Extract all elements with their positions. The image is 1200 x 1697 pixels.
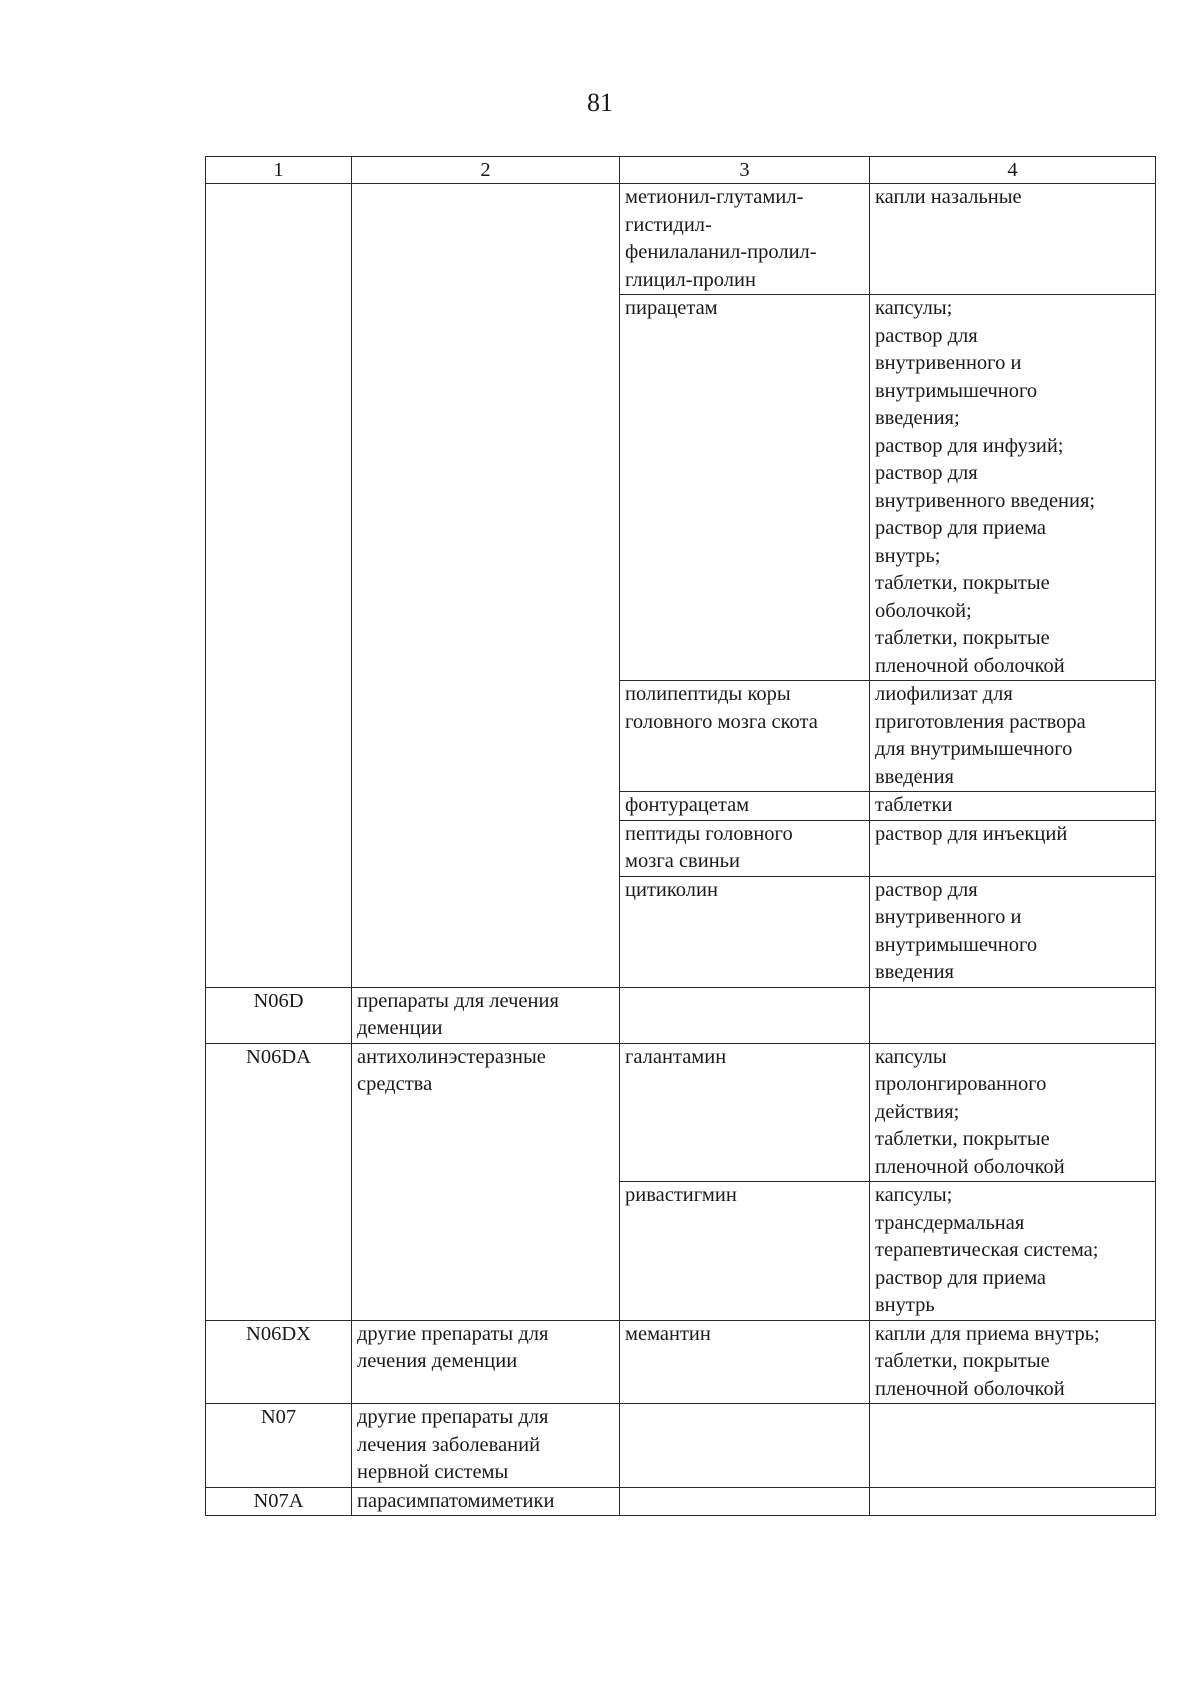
drug-table xyxy=(205,156,1156,1516)
dosage-form-line: лиофилизат для xyxy=(875,683,1013,705)
dosage-form-cell xyxy=(870,1182,1156,1321)
drug-name-line: пептиды головного xyxy=(625,822,793,845)
dosage-form-line: внутрь xyxy=(875,1294,935,1316)
drug-name-line: фенилаланил-пролил- xyxy=(625,241,817,263)
header-col-2: 2 xyxy=(352,157,620,184)
dosage-form-cell xyxy=(870,1320,1156,1404)
drug-name-cell xyxy=(620,184,870,295)
dosage-form-line: трансдермальная xyxy=(875,1211,1025,1234)
dosage-form-line: капли назальные xyxy=(875,186,1022,208)
dosage-form-line: раствор для приема xyxy=(875,1266,1047,1289)
drug-name-cell xyxy=(620,820,870,876)
atc-code-cell: N06DX xyxy=(206,1320,352,1404)
dosage-form-line: раствор для xyxy=(875,324,978,347)
atc-code-cell: N06D xyxy=(206,987,352,1043)
dosage-form-line: для внутримышечного xyxy=(875,738,1073,760)
dosage-form-cell xyxy=(870,792,1156,821)
drug-name-cell xyxy=(620,792,870,821)
group-name-cell xyxy=(352,1404,620,1488)
dosage-form-line: пленочной оболочкой xyxy=(875,1377,1065,1400)
dosage-form-line: таблетки, покрытые xyxy=(875,572,1050,594)
dosage-form-line: пленочной оболочкой xyxy=(875,1155,1065,1178)
drug-name-line: галантамин xyxy=(625,1045,727,1068)
dosage-form-cell xyxy=(870,295,1156,681)
dosage-form-line: раствор для инфузий; xyxy=(875,434,1064,457)
page-number: 81 xyxy=(587,88,613,117)
group-name-cell xyxy=(352,184,620,988)
drug-name-line: пирацетам xyxy=(625,297,718,319)
table-row xyxy=(206,1487,1156,1516)
group-name-line: лечения заболеваний xyxy=(357,1433,541,1456)
group-name-line: лечения деменции xyxy=(357,1350,518,1372)
drug-name-line: гистидил- xyxy=(625,213,712,236)
header-col-1: 1 xyxy=(206,157,352,184)
dosage-form-line: пролонгированного xyxy=(875,1073,1047,1095)
dosage-form-line: введения xyxy=(875,765,954,788)
table-row xyxy=(206,1320,1156,1404)
group-name-line: средства xyxy=(357,1073,433,1095)
group-name-cell xyxy=(352,1487,620,1516)
dosage-form-line: внутримышечного xyxy=(875,379,1038,402)
group-name-cell xyxy=(352,987,620,1043)
drug-name-line: глицил-пролин xyxy=(625,268,756,291)
drug-name-cell xyxy=(620,876,870,987)
dosage-form-line: внутривенного введения; xyxy=(875,489,1096,512)
dosage-form-line: капсулы; xyxy=(875,297,953,319)
dosage-form-cell xyxy=(870,876,1156,987)
drug-name-line: мозга свиньи xyxy=(625,850,740,872)
group-name-line: деменции xyxy=(357,1017,443,1039)
drug-name-cell xyxy=(620,295,870,681)
drug-name-line: ривастигмин xyxy=(625,1184,737,1206)
drug-name-cell xyxy=(620,1043,870,1182)
dosage-form-line: раствор для приема xyxy=(875,517,1047,539)
group-name-line: другие препараты для xyxy=(357,1406,549,1428)
dosage-form-line: приготовления раствора xyxy=(875,710,1086,733)
dosage-form-line: пленочной оболочкой xyxy=(875,654,1065,677)
dosage-form-cell xyxy=(870,681,1156,792)
group-name-line: парасимпатомиметики xyxy=(357,1489,555,1512)
dosage-form-cell xyxy=(870,1404,1156,1488)
dosage-form-line: раствор для инъекций xyxy=(875,822,1068,845)
drug-name-line: полипептиды коры xyxy=(625,683,791,705)
group-name-cell xyxy=(352,1320,620,1404)
drug-name-cell xyxy=(620,1320,870,1404)
dosage-form-cell xyxy=(870,184,1156,295)
dosage-form-line: таблетки, покрытые xyxy=(875,1128,1050,1150)
drug-name-line: метионил-глутамил- xyxy=(625,186,804,208)
dosage-form-line: капсулы xyxy=(875,1045,947,1068)
dosage-form-cell xyxy=(870,987,1156,1043)
header-col-3: 3 xyxy=(620,157,870,184)
dosage-form-line: введения xyxy=(875,961,954,983)
dosage-form-line: раствор для xyxy=(875,462,978,484)
dosage-form-cell xyxy=(870,820,1156,876)
dosage-form-line: таблетки, покрытые xyxy=(875,627,1050,649)
drug-name-line: головного мозга скота xyxy=(625,710,818,733)
drug-name-line: фонтурацетам xyxy=(625,794,750,816)
header-col-4: 4 xyxy=(870,157,1156,184)
dosage-form-line: внутривенного и xyxy=(875,906,1022,928)
dosage-form-line: введения; xyxy=(875,407,960,429)
table-row xyxy=(206,1043,1156,1182)
atc-code-cell xyxy=(206,184,352,988)
dosage-form-line: капсулы; xyxy=(875,1184,953,1206)
table-header-row xyxy=(206,157,1156,184)
drug-name-line: цитиколин xyxy=(625,878,718,901)
dosage-form-line: капли для приема внутрь; xyxy=(875,1322,1100,1345)
group-name-cell xyxy=(352,1043,620,1320)
group-name-line: препараты для лечения xyxy=(357,989,559,1012)
drug-name-cell xyxy=(620,1487,870,1516)
dosage-form-line: внутрь; xyxy=(875,544,941,567)
drug-name-cell xyxy=(620,1404,870,1488)
dosage-form-line: внутримышечного xyxy=(875,933,1038,956)
group-name-line: нервной системы xyxy=(357,1461,509,1483)
dosage-form-line: таблетки xyxy=(875,794,953,816)
dosage-form-cell xyxy=(870,1487,1156,1516)
table-row xyxy=(206,987,1156,1043)
dosage-form-line: таблетки, покрытые xyxy=(875,1350,1050,1372)
drug-name-cell xyxy=(620,1182,870,1321)
dosage-form-cell xyxy=(870,1043,1156,1182)
dosage-form-line: терапевтическая система; xyxy=(875,1239,1099,1261)
dosage-form-line: внутривенного и xyxy=(875,352,1022,374)
table-row xyxy=(206,1404,1156,1488)
atc-code-cell: N07 xyxy=(206,1404,352,1488)
atc-code-cell: N07A xyxy=(206,1487,352,1516)
group-name-line: другие препараты для xyxy=(357,1322,549,1345)
dosage-form-line: оболочкой; xyxy=(875,599,972,622)
table-row xyxy=(206,184,1156,295)
atc-code-cell: N06DA xyxy=(206,1043,352,1320)
dosage-form-line: действия; xyxy=(875,1100,960,1123)
drug-name-line: мемантин xyxy=(625,1322,711,1345)
table-body xyxy=(206,184,1156,1516)
drug-name-cell xyxy=(620,987,870,1043)
group-name-line: антихолинэстеразные xyxy=(357,1045,546,1068)
dosage-form-line: раствор для xyxy=(875,878,978,901)
drug-name-cell xyxy=(620,681,870,792)
